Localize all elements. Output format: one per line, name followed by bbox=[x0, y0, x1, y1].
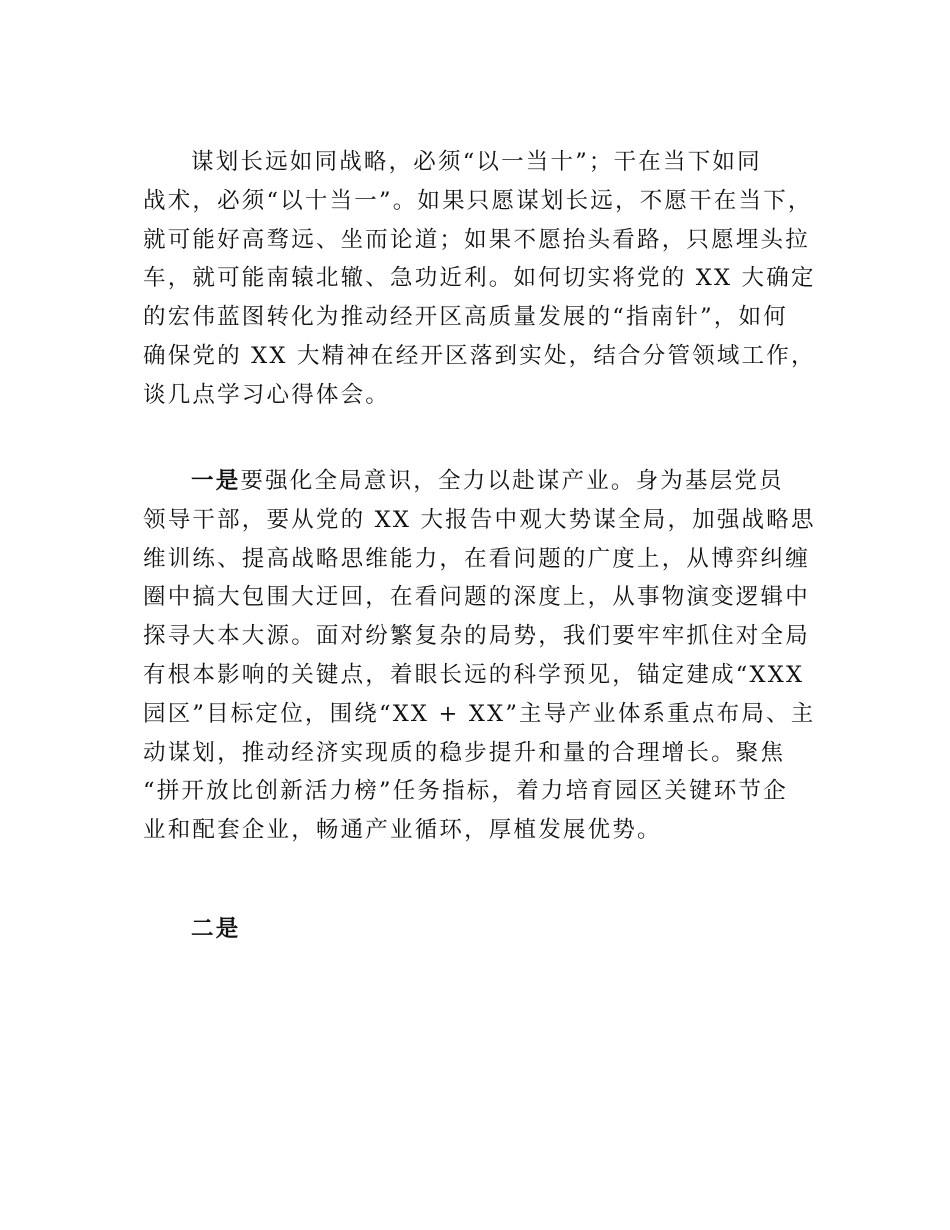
paragraph-line: 领导干部，要从党的 XX 大报告中观大势谋全局，加强战略思 bbox=[143, 506, 816, 533]
paragraph-line: 车，就可能南辕北辙、急功近利。如何切实将党的 XX 大确定 bbox=[143, 265, 816, 292]
paragraph-line: 业和配套企业，畅通产业循环，厚植发展优势。 bbox=[143, 817, 662, 844]
paragraph-line: 动谋划，推动经济实现质的稳步提升和量的合理增长。聚焦 bbox=[143, 739, 786, 766]
paragraph-intro bbox=[143, 143, 843, 415]
paragraph-point-one bbox=[143, 462, 843, 850]
paragraph-line: 的宏伟蓝图转化为推动经开区高质量发展的“指南针”，如何 bbox=[143, 304, 788, 331]
paragraph-line: 圈中搞大包围大迂回，在看问题的深度上，从事物演变逻辑中 bbox=[143, 584, 810, 611]
paragraph-first-line bbox=[143, 462, 843, 501]
point-lead-label: 二是 bbox=[191, 916, 241, 942]
paragraph-line: 谋划长远如同战略，必须“以一当十”；干在当下如同 bbox=[191, 149, 762, 175]
paragraph-line: 维训练、提高战略思维能力，在看问题的广度上，从博弈纠缠 bbox=[143, 545, 810, 572]
point-lead-label: 一是 bbox=[191, 468, 241, 494]
paragraph-line: 谈几点学习心得体会。 bbox=[143, 381, 391, 408]
paragraph-line-text: 要强化全局意识，全力以赴谋产业。身为基层党员 bbox=[240, 468, 784, 494]
paragraph-point-two bbox=[143, 910, 843, 949]
paragraph-line: 探寻大本大源。面对纷繁复杂的局势，我们要牢牢抓住对全局 bbox=[143, 623, 810, 650]
paragraph-line: 确保党的 XX 大精神在经开区落到实处，结合分管领域工作， bbox=[143, 342, 816, 369]
paragraph-line: “拼开放比创新活力榜”任务指标，着力培育园区关键环节企 bbox=[143, 778, 788, 805]
paragraph-line: 园区”目标定位，围绕“XX + XX”主导产业体系重点布局、主 bbox=[143, 700, 816, 727]
paragraph-line: 战术，必须“以十当一”。如果只愿谋划长远，不愿干在当下， bbox=[143, 187, 813, 214]
paragraph-line: 就可能好高骛远、坐而论道；如果不愿抬头看路，只愿埋头拉 bbox=[143, 226, 810, 253]
paragraph-line: 有根本影响的关键点，着眼长远的科学预见，锚定建成“XXX bbox=[143, 661, 805, 688]
